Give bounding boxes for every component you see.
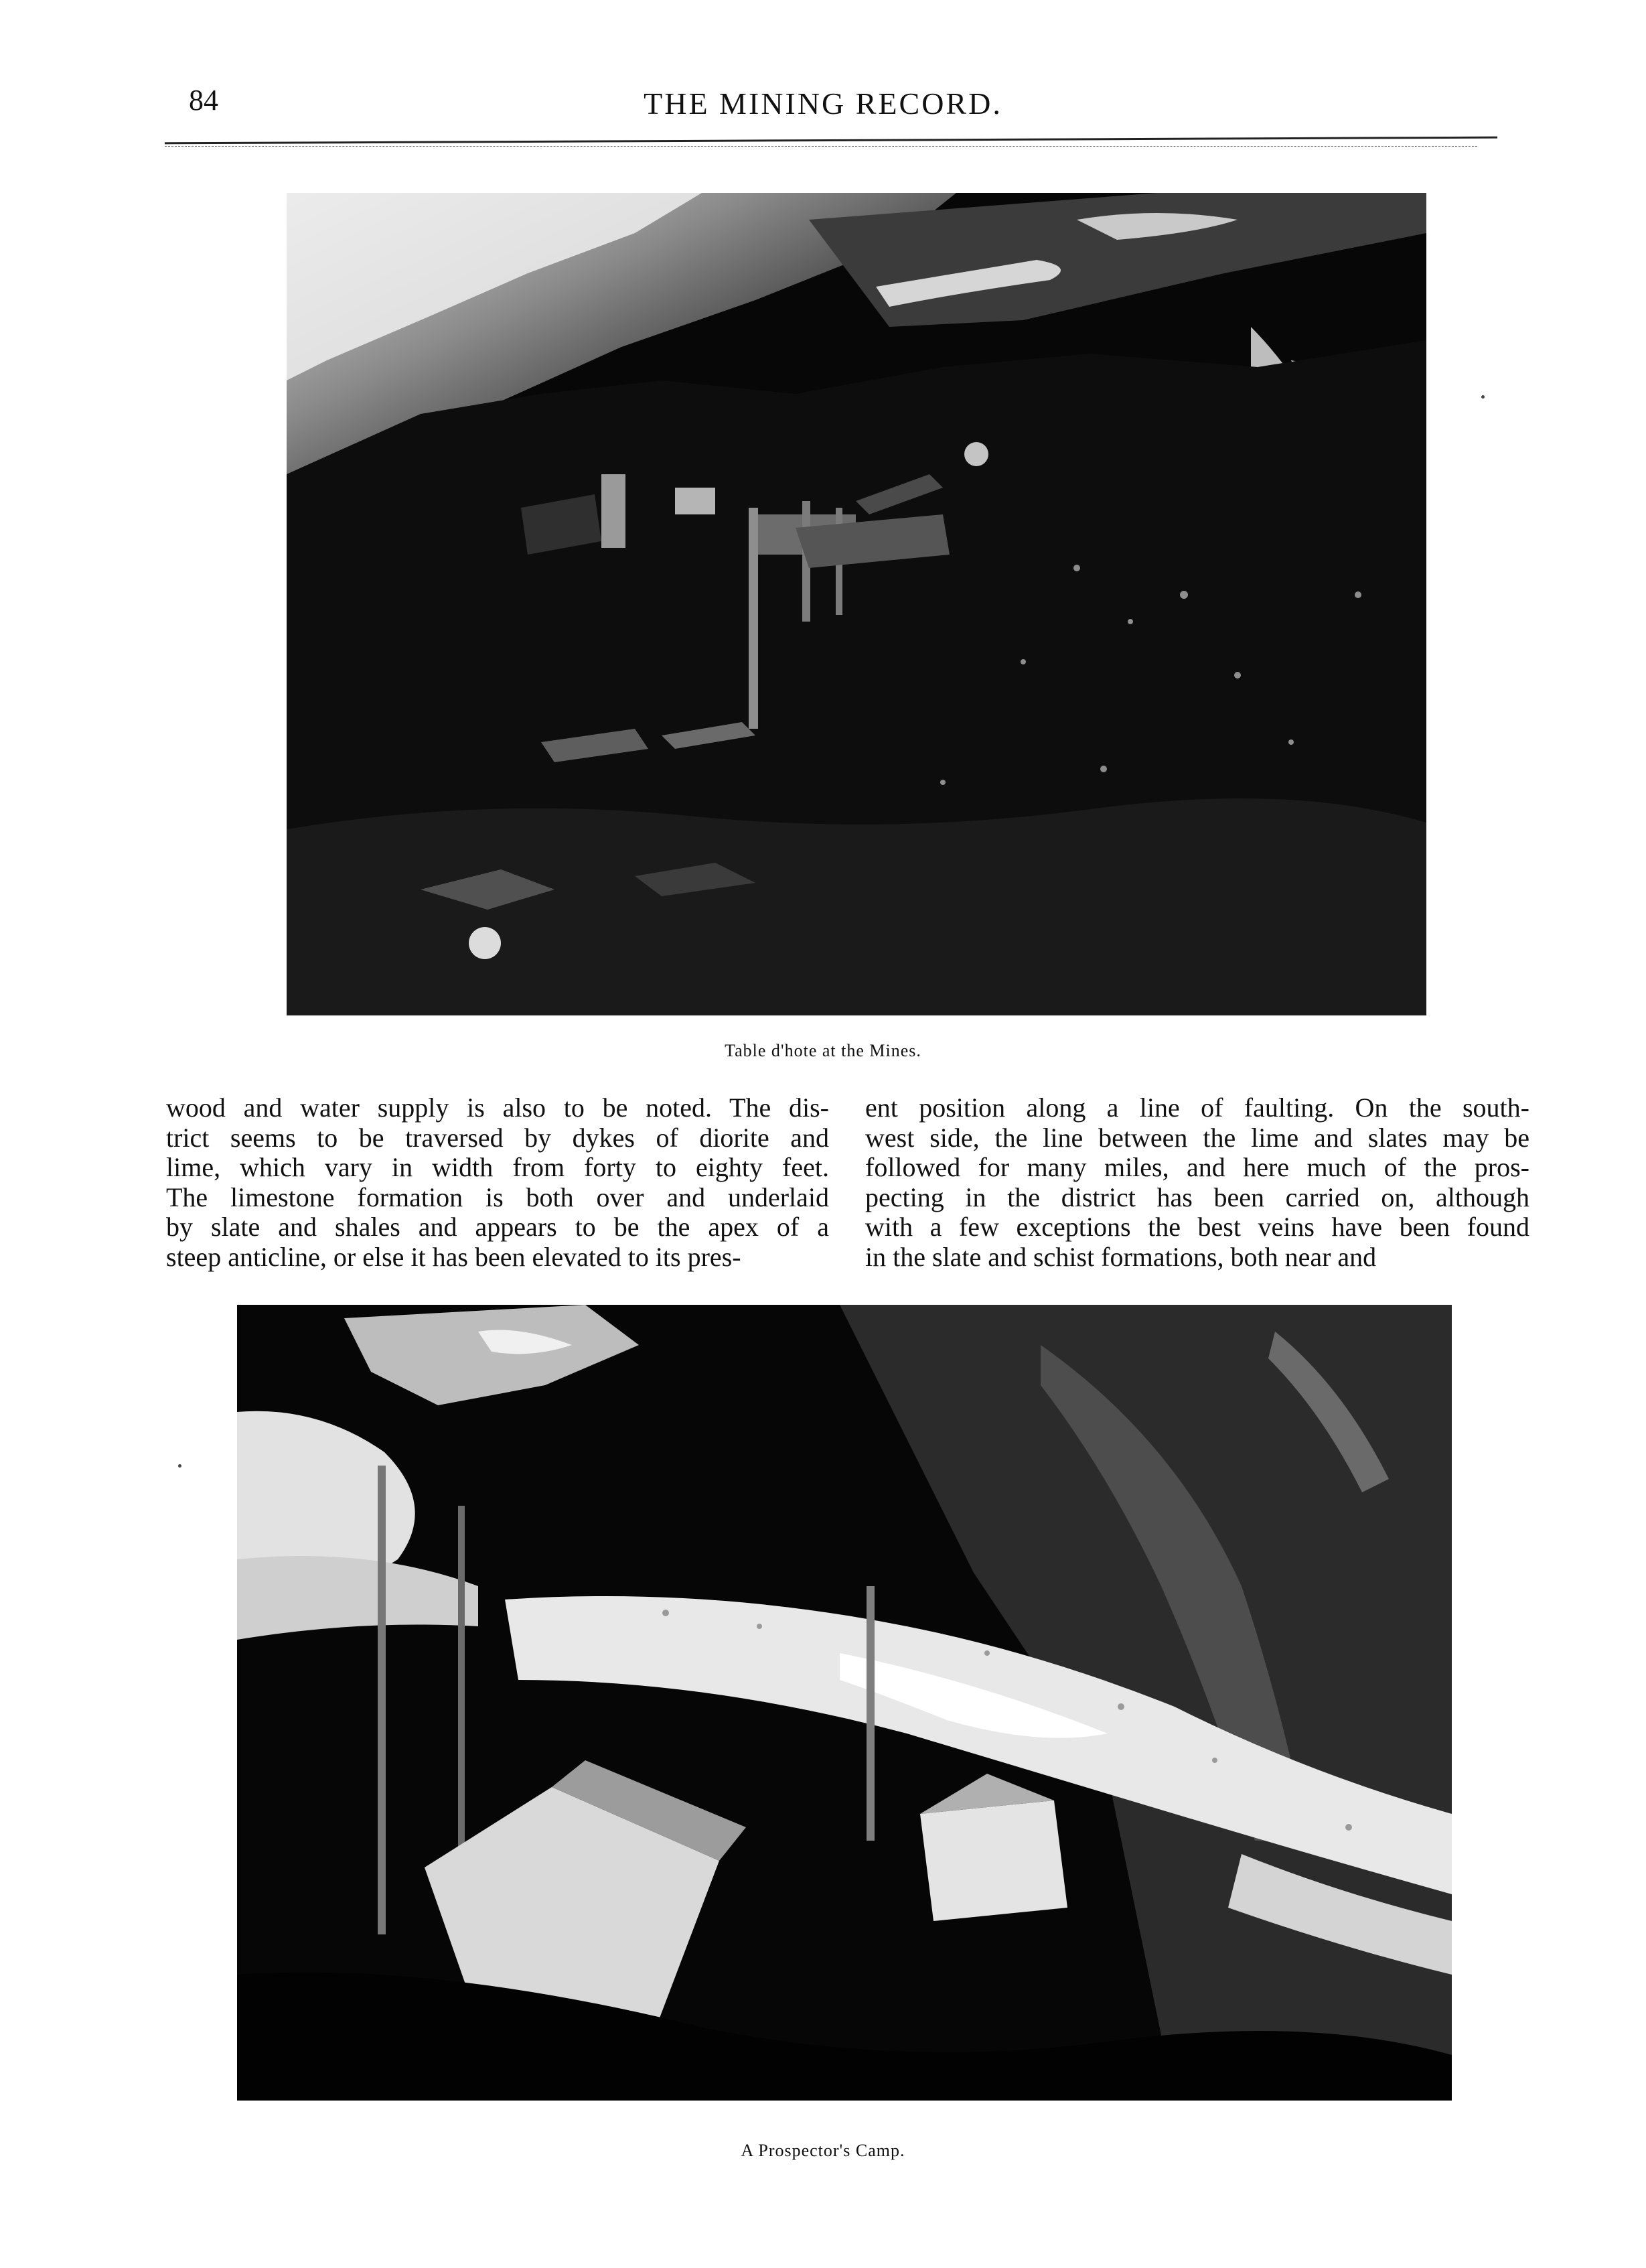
text-line: with a few exceptions the best veins have been found (865, 1212, 1529, 1242)
text-line: lime, which vary in width from forty to eighty feet. (166, 1152, 829, 1182)
text-line: in the slate and schist formations, both near and (865, 1241, 1377, 1272)
text-line: west side, the line between the lime and slates may be (865, 1122, 1529, 1153)
running-title: THE MINING RECORD. (644, 86, 1002, 121)
print-speck (1481, 395, 1485, 399)
body-column-right (865, 1093, 1529, 1272)
figure-caption-bottom: A Prospector's Camp. (741, 2141, 905, 2160)
print-speck (178, 1464, 181, 1468)
text-line: by slate and shales and appears to be the apex of a (166, 1212, 829, 1242)
text-line: ent position along a line of faulting. On the south- (865, 1092, 1529, 1123)
photograph-icon (237, 1305, 1452, 2101)
body-column-left (166, 1093, 829, 1272)
photograph-table-dhote (287, 193, 1426, 1015)
text-line: trict seems to be traversed by dykes of diorite and (166, 1122, 829, 1153)
text-line: steep anticline, or else it has been elevated to its pres- (166, 1241, 741, 1272)
photograph-prospectors-camp (237, 1305, 1452, 2101)
figure-caption-top: Table d'hote at the Mines. (725, 1041, 921, 1060)
text-line: pecting in the district has been carried on, although (865, 1182, 1529, 1212)
text-line: The limestone formation is both over and underlaid (166, 1182, 829, 1212)
text-line: wood and water supply is also to be noted. The dis- (166, 1092, 829, 1123)
photograph-icon (287, 193, 1426, 1015)
header-rule (165, 137, 1497, 145)
page-number: 84 (189, 84, 218, 117)
header-rule-thin (165, 146, 1477, 147)
text-line: followed for many miles, and here much of the pros- (865, 1152, 1529, 1182)
